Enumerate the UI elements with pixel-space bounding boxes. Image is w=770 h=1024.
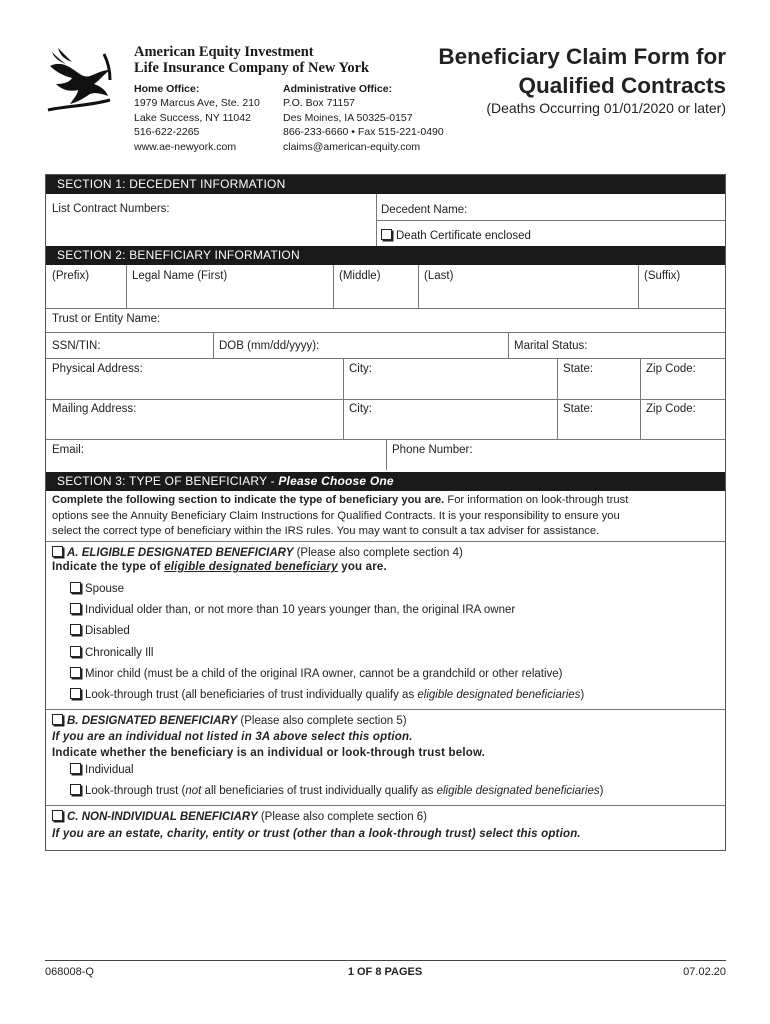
physical-city-field[interactable]: City: — [349, 363, 372, 375]
option-b-instruction2: Indicate whether the beneficiary is an individual or look-through trust below. — [52, 747, 486, 759]
death-certificate-checkbox[interactable] — [381, 229, 392, 240]
phone-number-field[interactable]: Phone Number: — [392, 444, 473, 456]
page-indicator: 1 OF 8 PAGES — [347, 966, 423, 978]
option-b-instruction1: If you are an individual not listed in 3A above select this option. — [52, 731, 413, 743]
home-office-website: www.ae-newyork.com — [134, 140, 237, 153]
section1-header: SECTION 1: DECEDENT INFORMATION — [46, 175, 725, 194]
b-option-look-through-trust[interactable] — [70, 784, 603, 797]
form-title-line2: Qualified Contracts — [518, 73, 726, 98]
option-a-instruction — [52, 561, 387, 573]
section3-heading-emphasis: Please Choose One — [278, 474, 394, 488]
b-individual-checkbox[interactable] — [70, 763, 81, 774]
a-option-disabled[interactable] — [70, 624, 130, 637]
b-look-through-close: ) — [599, 785, 604, 797]
divider — [46, 358, 725, 359]
minor-child-label: Minor child (must be a child of the original IRA owner, cannot be a grandchild or other relative) — [85, 668, 563, 680]
chronically-ill-label: Chronically Ill — [85, 647, 154, 659]
b-option-individual[interactable] — [70, 763, 134, 776]
a-option-minor-child[interactable] — [70, 667, 563, 680]
form-date: 07.02.20 — [683, 966, 726, 978]
a-option-spouse[interactable] — [70, 582, 124, 595]
a-look-through-close: ) — [580, 689, 585, 701]
divider — [386, 439, 387, 470]
divider — [638, 265, 639, 308]
footer-rule — [45, 960, 726, 961]
ssn-tin-field[interactable]: SSN/TIN: — [52, 340, 101, 352]
divider — [376, 220, 725, 221]
section3-header — [46, 472, 725, 491]
divider — [46, 332, 725, 333]
home-office-address2: Lake Success, NY 11042 — [134, 111, 251, 124]
spouse-label: Spouse — [85, 583, 125, 595]
disabled-label: Disabled — [85, 625, 130, 637]
last-name-field[interactable]: (Last) — [424, 270, 454, 282]
disabled-checkbox[interactable] — [70, 624, 81, 635]
option-a-instr-emphasis: eligible designated beneficiary — [164, 561, 338, 573]
admin-office-heading: Administrative Office: — [283, 83, 393, 95]
dob-field[interactable]: DOB (mm/dd/yyyy): — [219, 340, 320, 352]
section2-header: SECTION 2: BENEFICIARY INFORMATION — [46, 246, 725, 265]
a-look-through-emphasis: eligible designated beneficiaries — [417, 689, 581, 701]
section3-intro-rest: For information on look-through trust — [444, 494, 629, 506]
form-subtitle: (Deaths Occurring 01/01/2020 or later) — [486, 100, 726, 116]
divider — [508, 332, 509, 358]
divider — [333, 265, 334, 308]
b-look-through-not: not — [185, 785, 202, 797]
suffix-field[interactable]: (Suffix) — [644, 270, 681, 282]
physical-address-field[interactable]: Physical Address: — [52, 363, 143, 375]
option-a-title: A. ELIGIBLE DESIGNATED BENEFICIARY — [67, 547, 294, 559]
company-name — [134, 44, 369, 76]
decedent-name-field[interactable]: Decedent Name: — [381, 204, 468, 216]
death-certificate-option[interactable] — [381, 229, 531, 242]
marital-status-field[interactable]: Marital Status: — [514, 340, 588, 352]
a-option-chronically-ill[interactable] — [70, 646, 153, 659]
b-individual-label: Individual — [85, 764, 134, 776]
first-name-field[interactable]: Legal Name (First) — [132, 270, 228, 282]
divider — [126, 265, 127, 308]
form-title — [438, 42, 726, 100]
mailing-state-field[interactable]: State: — [563, 403, 594, 415]
a-option-individual-older[interactable] — [70, 603, 515, 616]
divider — [213, 332, 214, 358]
admin-office-phone-fax: 866-233-6660 • Fax 515-221-0490 — [283, 126, 444, 138]
physical-zip-field[interactable]: Zip Code: — [646, 363, 696, 375]
option-a-note: (Please also complete section 4) — [293, 547, 463, 559]
individual-older-label: Individual older than, or not more than 10 years younger than, the original IRA owner — [85, 604, 516, 616]
admin-office-email: claims@american-equity.com — [283, 140, 421, 153]
middle-name-field[interactable]: (Middle) — [339, 270, 381, 282]
home-office-phone: 516-622-2265 — [134, 126, 200, 138]
a-option-look-through-trust[interactable] — [70, 688, 584, 701]
mailing-city-field[interactable]: City: — [349, 403, 372, 415]
divider — [418, 265, 419, 308]
b-look-through-label: Look-through trust ( — [85, 785, 186, 797]
b-look-through-mid: all beneficiaries of trust individually qualify as — [201, 785, 437, 797]
spouse-checkbox[interactable] — [70, 582, 81, 593]
minor-child-checkbox[interactable] — [70, 667, 81, 678]
divider — [46, 805, 725, 806]
option-b-title: B. DESIGNATED BENEFICIARY — [67, 715, 238, 727]
admin-office — [283, 82, 444, 154]
section3-intro-bold: Complete the following section to indicate the type of beneficiary you are. — [52, 494, 445, 506]
section3-intro-line3: select the correct type of beneficiary within the IRS rules. You may want to consult a tax adviser for assistance. — [52, 525, 600, 537]
death-certificate-label: Death Certificate enclosed — [396, 230, 531, 242]
option-c-checkbox[interactable] — [52, 810, 63, 821]
form-number: 068008-Q — [45, 966, 94, 978]
chronically-ill-checkbox[interactable] — [70, 646, 81, 657]
claim-form — [45, 174, 726, 851]
b-look-through-trust-checkbox[interactable] — [70, 784, 81, 795]
trust-entity-name-field[interactable]: Trust or Entity Name: — [52, 313, 161, 325]
divider — [46, 541, 725, 542]
option-c-instruction: If you are an estate, charity, entity or trust (other than a look-through trust) select this option. — [52, 828, 581, 840]
home-office-address1: 1979 Marcus Ave, Ste. 210 — [134, 97, 260, 109]
prefix-field[interactable]: (Prefix) — [52, 270, 90, 282]
admin-office-address1: P.O. Box 71157 — [283, 97, 355, 109]
section3-intro — [52, 493, 628, 540]
eagle-logo-icon — [44, 44, 114, 112]
home-office — [134, 82, 260, 154]
option-b-checkbox[interactable] — [52, 714, 63, 725]
admin-office-address2: Des Moines, IA 50325-0157 — [283, 111, 413, 124]
divider — [46, 308, 725, 309]
contract-numbers-field[interactable]: List Contract Numbers: — [52, 203, 170, 215]
option-a-checkbox[interactable] — [52, 546, 63, 557]
divider — [46, 399, 725, 400]
divider — [46, 709, 725, 710]
mailing-address-field[interactable]: Mailing Address: — [52, 403, 137, 415]
company-name-line1: American Equity Investment — [134, 44, 314, 60]
option-c-note: (Please also complete section 6) — [257, 811, 428, 823]
individual-older-checkbox[interactable] — [70, 603, 81, 614]
a-look-through-label: Look-through trust (all beneficiaries of trust individually qualify as — [85, 689, 418, 701]
mailing-zip-field[interactable]: Zip Code: — [646, 403, 696, 415]
form-title-line1: Beneficiary Claim Form for — [438, 44, 726, 69]
option-a-eligible-designated[interactable] — [52, 546, 463, 559]
email-field[interactable]: Email: — [52, 444, 84, 456]
option-b-note: (Please also complete section 5) — [237, 715, 407, 727]
option-c-non-individual[interactable] — [52, 810, 427, 823]
option-a-instr-post: you are. — [337, 561, 387, 573]
option-c-title: C. NON-INDIVIDUAL BENEFICIARY — [67, 811, 258, 823]
a-look-through-trust-checkbox[interactable] — [70, 688, 81, 699]
b-look-through-emphasis: eligible designated beneficiaries — [436, 785, 600, 797]
physical-state-field[interactable]: State: — [563, 363, 594, 375]
option-b-designated[interactable] — [52, 714, 407, 727]
section3-intro-line2: options see the Annuity Beneficiary Claim Instructions for Qualified Contracts. It is your responsibility to ensure you — [52, 509, 620, 522]
section3-heading: SECTION 3: TYPE OF BENEFICIARY - — [57, 474, 279, 488]
option-a-instr-pre: Indicate the type of — [52, 561, 165, 573]
company-name-line2: Life Insurance Company of New York — [134, 60, 370, 76]
home-office-heading: Home Office: — [134, 83, 200, 95]
